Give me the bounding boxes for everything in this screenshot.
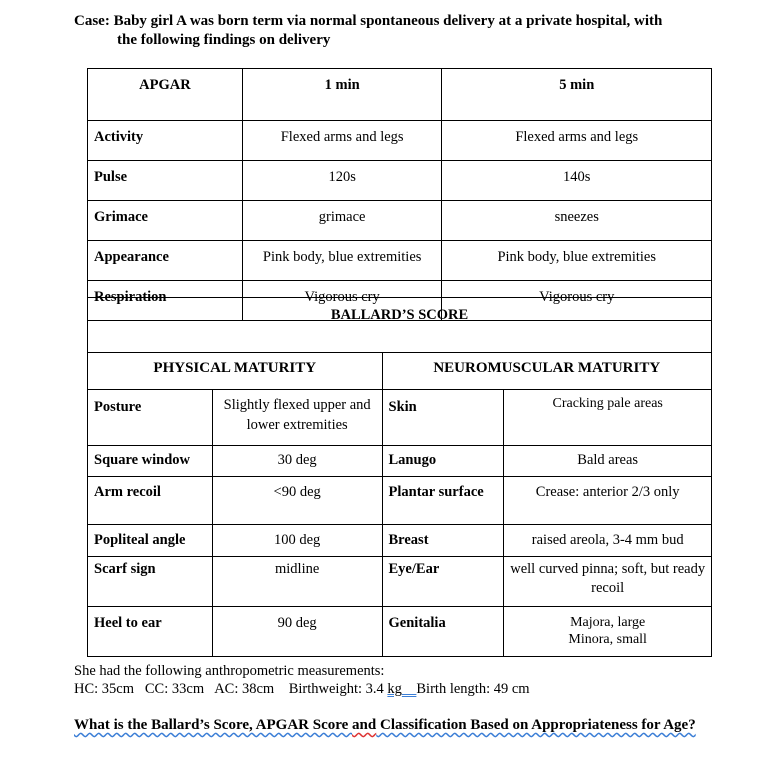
physical-label: Scarf sign [88,557,213,607]
physical-label: Square window [88,446,213,477]
anthropometric-intro: She had the following anthropometric measurements: [74,663,385,679]
apgar-5min-value: Vigorous cry [442,281,712,321]
neuro-value-line: Majora, large [570,615,646,630]
question-part: Classification Based on Appropriateness for Age? [376,717,696,733]
anthropometric-values [74,680,764,698]
apgar-label: Grimace [88,201,243,241]
birthweight-unit: kg [387,681,402,697]
table-row [88,161,712,201]
physical-maturity-header: PHYSICAL MATURITY [88,353,383,390]
neuro-value: Crease: anterior 2/3 only [504,477,712,525]
neuro-label: Lanugo [382,446,504,477]
table-row [88,477,712,525]
physical-label: Arm recoil [88,477,213,525]
neuro-label: Plantar surface [382,477,504,525]
apgar-header-row [88,69,712,121]
physical-value: 90 deg [212,607,382,657]
neuro-value-line: Minora, small [568,632,647,647]
birthweight-value: Birthweight: 3.4 [288,681,388,697]
apgar-5min-value: Pink body, blue extremities [442,241,712,281]
neuro-label: Skin [382,390,504,446]
physical-value: <90 deg [212,477,382,525]
apgar-1min-value: Vigorous cry [242,281,442,321]
question [74,716,714,735]
apgar-label: Activity [88,121,243,161]
apgar-label: Pulse [88,161,243,201]
physical-value: 100 deg [212,525,382,557]
physical-value: 30 deg [212,446,382,477]
ac-value: AC: 38cm [214,681,275,697]
apgar-5min-value: 140s [442,161,712,201]
neuro-value: well curved pinna; soft, but ready recoil [504,557,712,607]
physical-label: Posture [88,390,213,446]
table-row [88,241,712,281]
anthropometric-section [74,662,764,698]
table-row [88,390,712,446]
apgar-5min-value: sneezes [442,201,712,241]
ballard-title: BALLARD’S SCORE [88,298,712,353]
neuromuscular-maturity-header: NEUROMUSCULAR MATURITY [382,353,711,390]
neuro-value [504,607,712,657]
physical-value: Slightly flexed upper and lower extremities [212,390,382,446]
apgar-label: Respiration [88,281,243,321]
neuro-value: raised areola, 3-4 mm bud [504,525,712,557]
table-row [88,201,712,241]
hc-value: HC: 35cm [74,681,135,697]
physical-label: Popliteal angle [88,525,213,557]
case-line-2: the following findings on delivery [117,32,331,48]
ballard-title-row [88,298,712,353]
physical-value: midline [212,557,382,607]
neuro-value: Cracking pale areas [504,390,712,446]
neuro-label: Breast [382,525,504,557]
table-row [88,525,712,557]
apgar-table [87,68,712,321]
ballard-subheader-row [88,353,712,390]
apgar-1min-value: Pink body, blue extremities [242,241,442,281]
case-description [74,12,754,50]
apgar-1min-value: Flexed arms and legs [242,121,442,161]
apgar-1min-value: grimace [242,201,442,241]
neuro-label: Eye/Ear [382,557,504,607]
apgar-1min-value: 120s [242,161,442,201]
table-row [88,121,712,161]
neuro-label: Genitalia [382,607,504,657]
physical-label: Heel to ear [88,607,213,657]
table-row [88,557,712,607]
question-part: and [352,717,377,733]
cc-value: CC: 33cm [144,681,205,697]
apgar-label: Appearance [88,241,243,281]
neuro-value: Bald areas [504,446,712,477]
table-row [88,607,712,657]
apgar-header: APGAR [88,69,243,121]
birth-length-value: Birth length: 49 cm [416,681,530,697]
question-part: What is the Ballard’s Score, APGAR Score [74,717,353,733]
ballard-table [87,297,712,657]
case-line-1: Case: Baby girl A was born term via normal spontaneous delivery at a private hospital, with [74,13,663,29]
apgar-header-1min: 1 min [242,69,442,121]
apgar-5min-value: Flexed arms and legs [442,121,712,161]
table-row [88,446,712,477]
apgar-header-5min: 5 min [442,69,712,121]
spacer [402,681,417,697]
